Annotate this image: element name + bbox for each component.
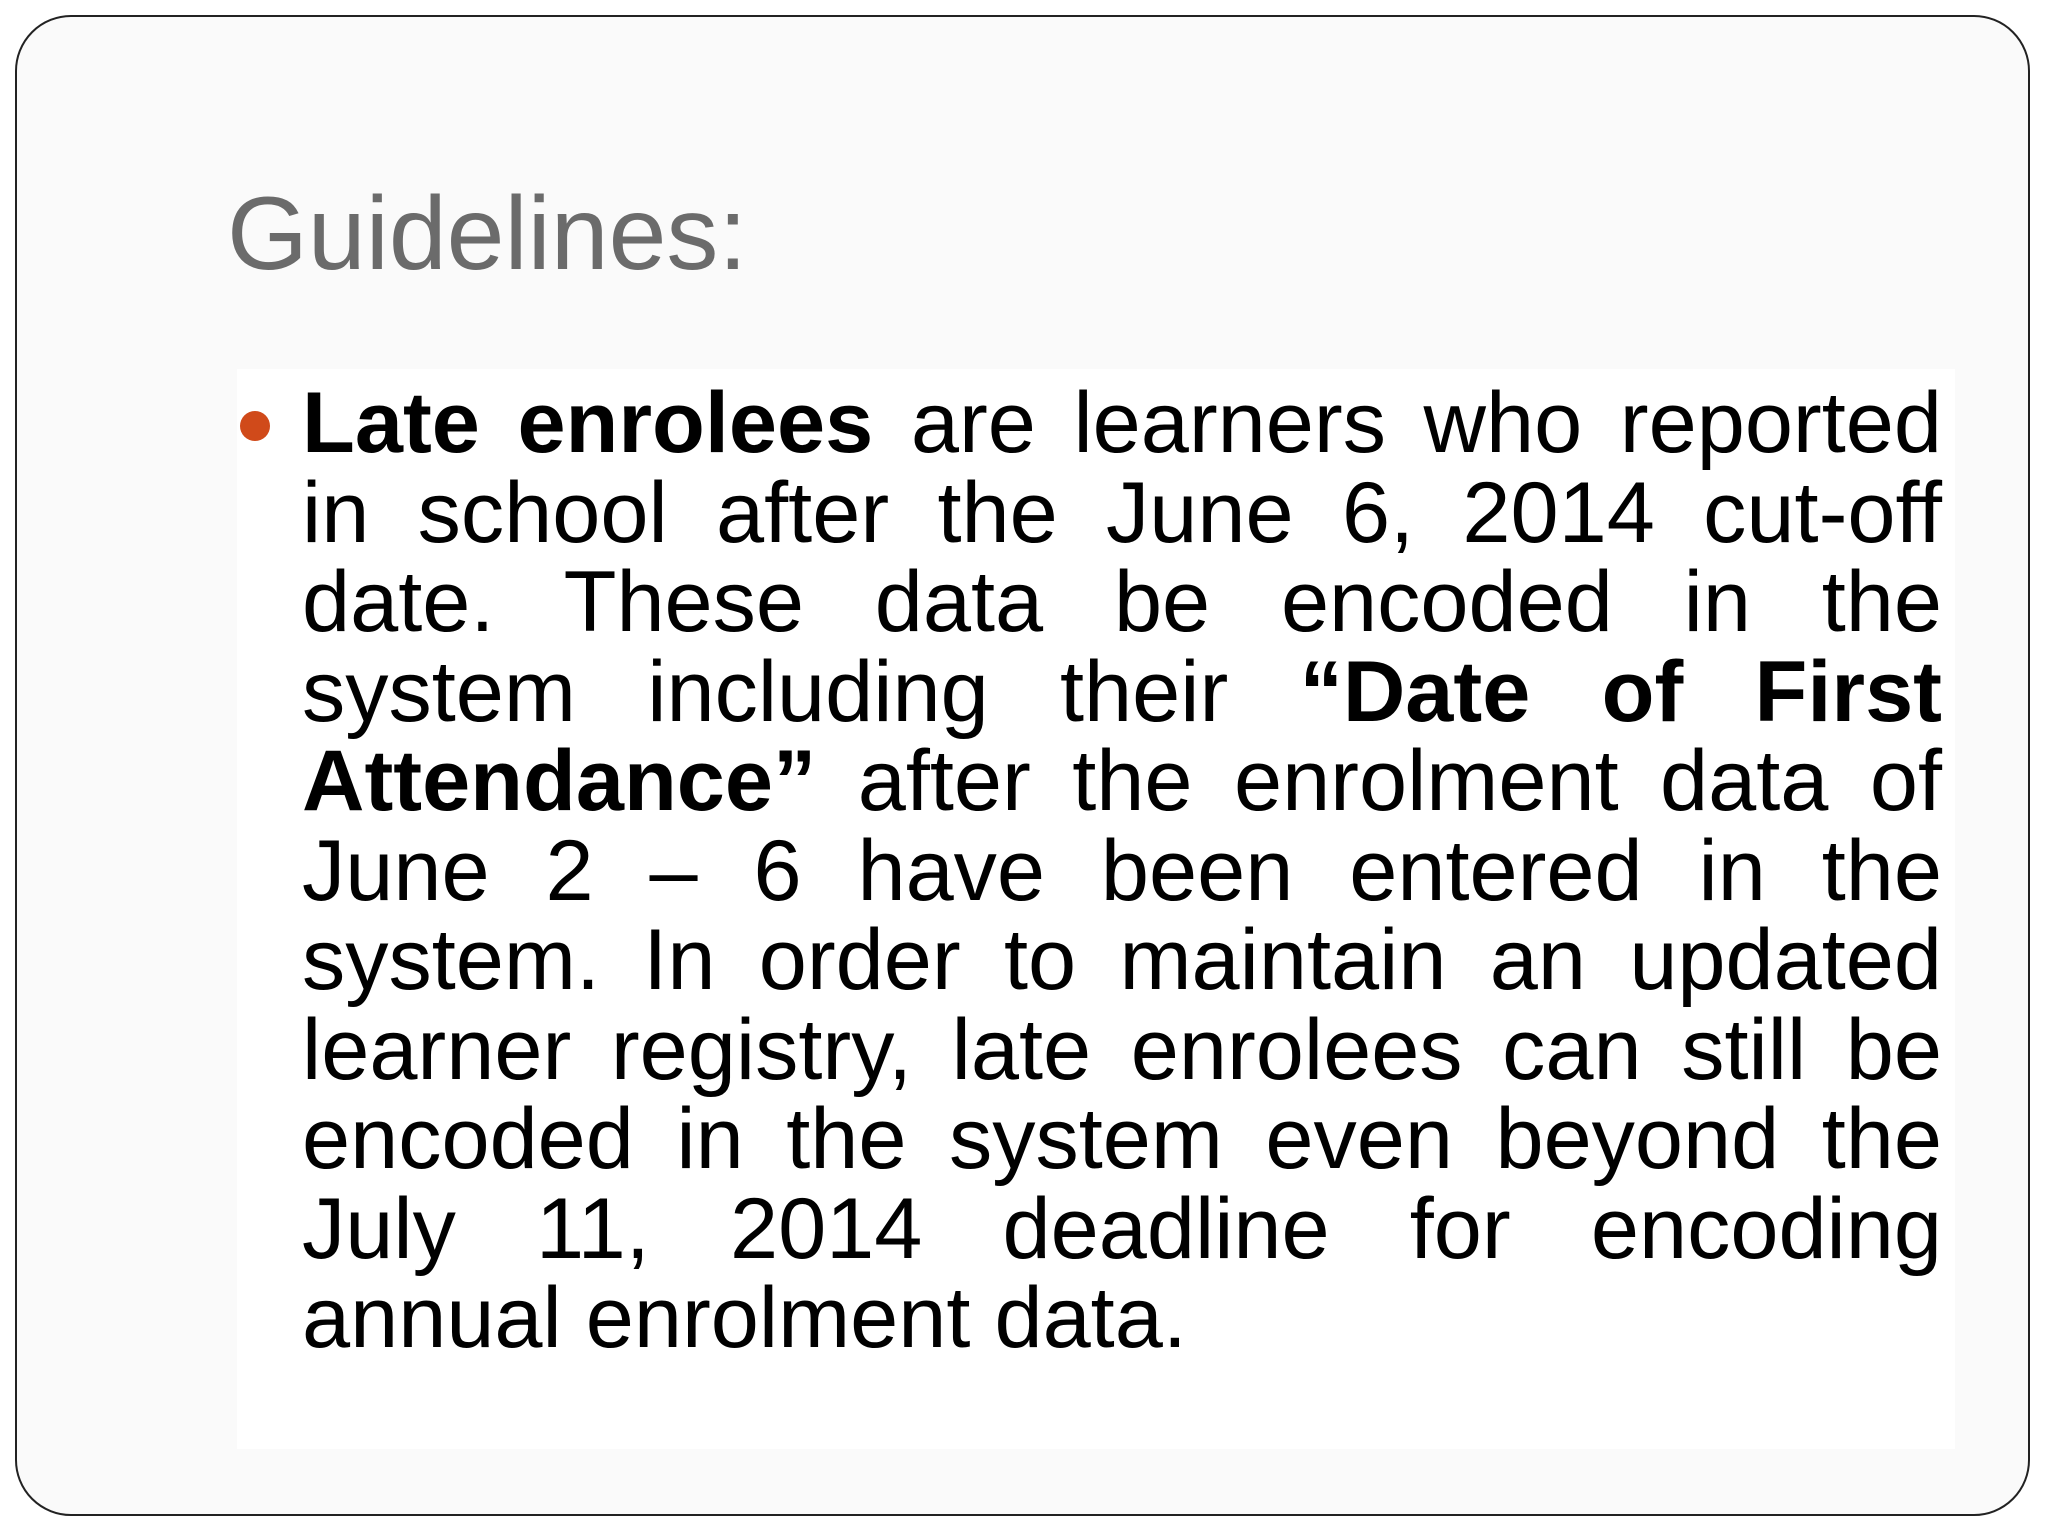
slide-title: Guidelines: [227,176,748,292]
bullet-list [237,369,1955,1449]
bullet-text-part2: after the enrolment data of June 2 – 6 have been entered in the system. In order to maintain an updated learner registry, late enrolees can still be encoded in the system even beyond the July 11, 2014 deadline for encoding annual enrolment data. [302,733,1942,1366]
bullet-dot-icon [240,411,270,441]
bullet-term-bold: Late enrolees [302,375,874,471]
bullet-quote-bold: “Date of First Attendance” [302,643,1942,829]
bullet-text-part1: are learners who reported in school after the June 6, 2014 cut-off date. These data be encoded in the system including their [302,375,1942,740]
slide-frame [15,15,2030,1516]
bullet-paragraph [302,375,1942,1366]
